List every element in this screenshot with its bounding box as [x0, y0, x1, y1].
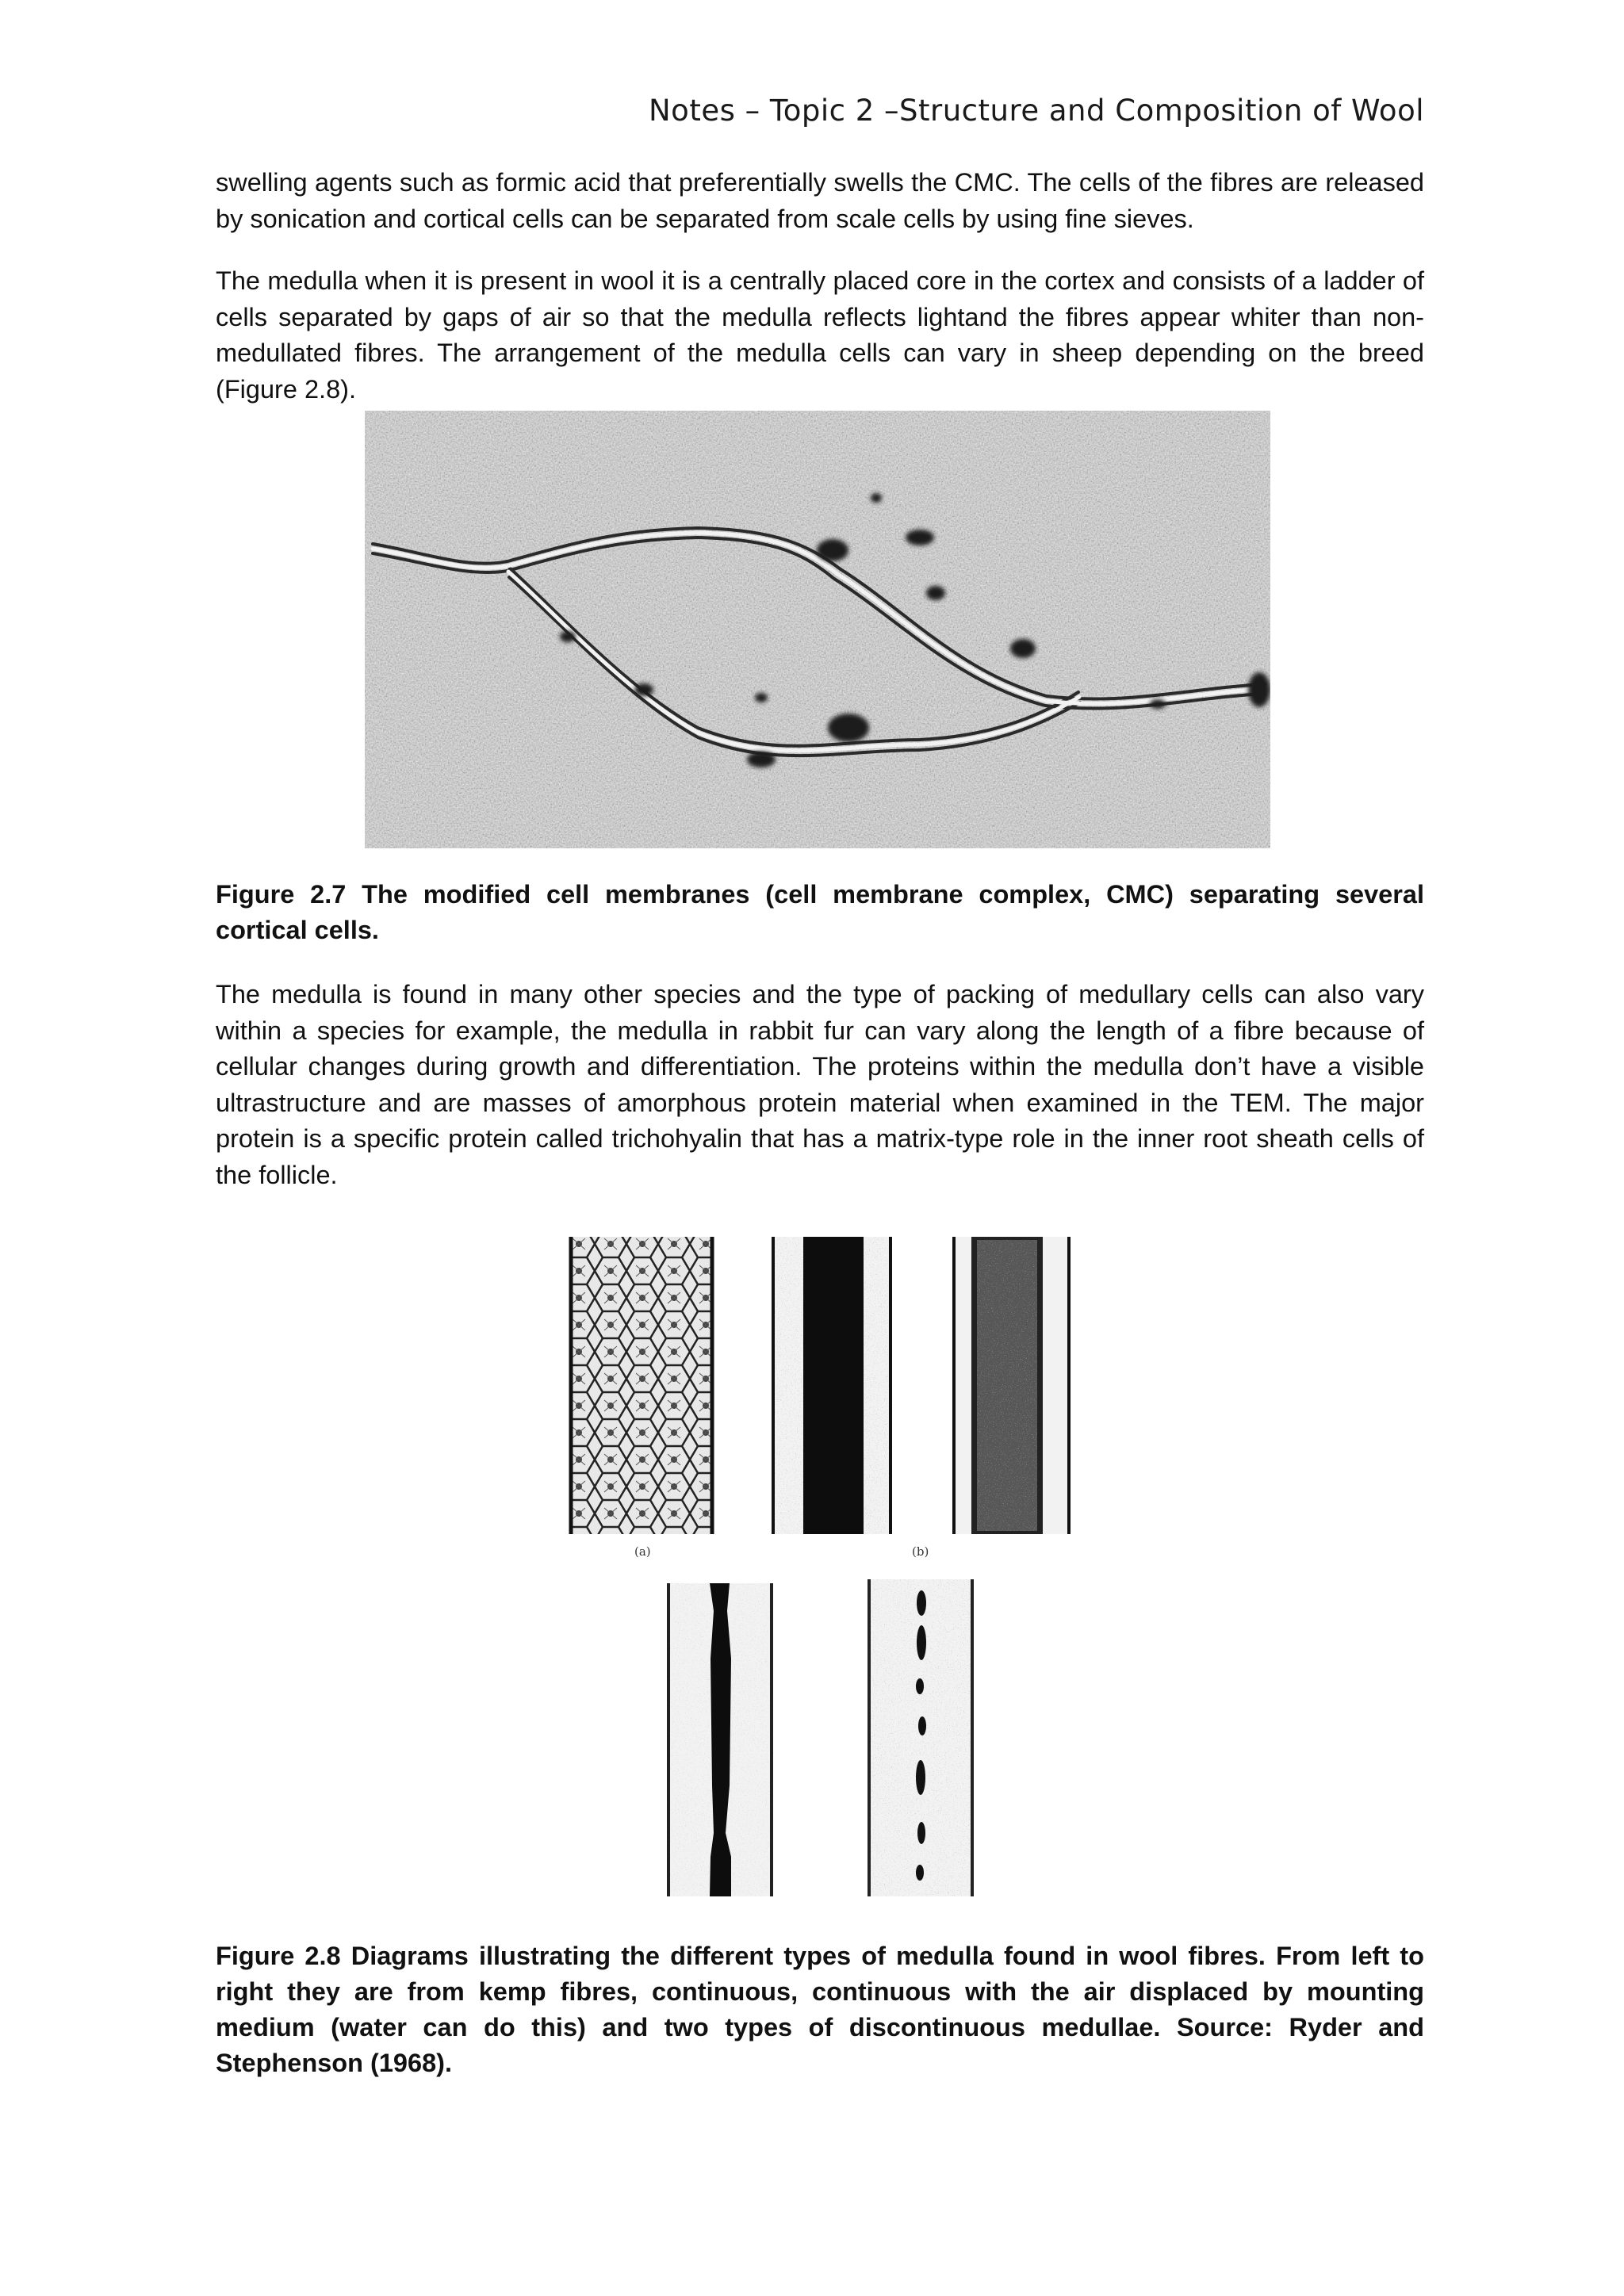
diagram-discontinuous-medulla-2: [869, 1579, 972, 1896]
label-b: (b): [912, 1544, 929, 1559]
figure-2-7-caption: Figure 2.7 The modified cell membranes (cell membrane complex, CMC) separating several cortical cells.: [216, 880, 1424, 944]
figure-2-8-caption: Figure 2.8 Diagrams illustrating the different types of medulla found in wool fibres. From left to right they are from kemp fibres, continuous, continuous with the air displaced by mounting medium (water can do this) and two types of discontinuous medullae. Source: Ryder and Stephenson (1968).: [216, 1942, 1424, 2077]
paragraph-swelling-agents: swelling agents such as formic acid that preferentially swells the CMC. The cells of the fibres are released by sonication and cortical cells can be separated from scale cells by using fine sieves.: [216, 168, 1424, 233]
diagram-kemp-fibre: [571, 1237, 712, 1534]
figure-2-7-micrograph: [365, 411, 1270, 848]
paragraph-medulla-species: The medulla is found in many other species and the type of packing of medullary cells can also vary within a species for example, the medulla in rabbit fur can vary along the length of a fibre because of cellular changes during growth and differentiation. The proteins within the medulla don’t have a visible ultrastructure and are masses of amorphous protein material when examined in the TEM. The major protein is a specific protein called trichohyalin that has a matrix-type role in the inner root sheath cells of the follicle.: [216, 980, 1424, 1189]
figure-2-8-diagrams: [563, 1230, 1078, 1904]
page-header: Notes – Topic 2 –Structure and Composition of Wool: [649, 94, 1424, 128]
diagram-continuous-medulla: [773, 1237, 891, 1534]
paragraph-medulla-description: The medulla when it is present in wool it is a centrally placed core in the cortex and consists of a ladder of cells separated by gaps of air so that the medulla reflects lightand the fibres appear whiter than non-medullated fibres. The arrangement of the medulla cells can vary in sheep depending on the breed (Figure 2.8).: [216, 266, 1424, 404]
label-a: (a): [634, 1544, 651, 1559]
diagram-continuous-displaced-medulla: [954, 1237, 1069, 1534]
diagram-discontinuous-medulla-1: [668, 1583, 772, 1896]
